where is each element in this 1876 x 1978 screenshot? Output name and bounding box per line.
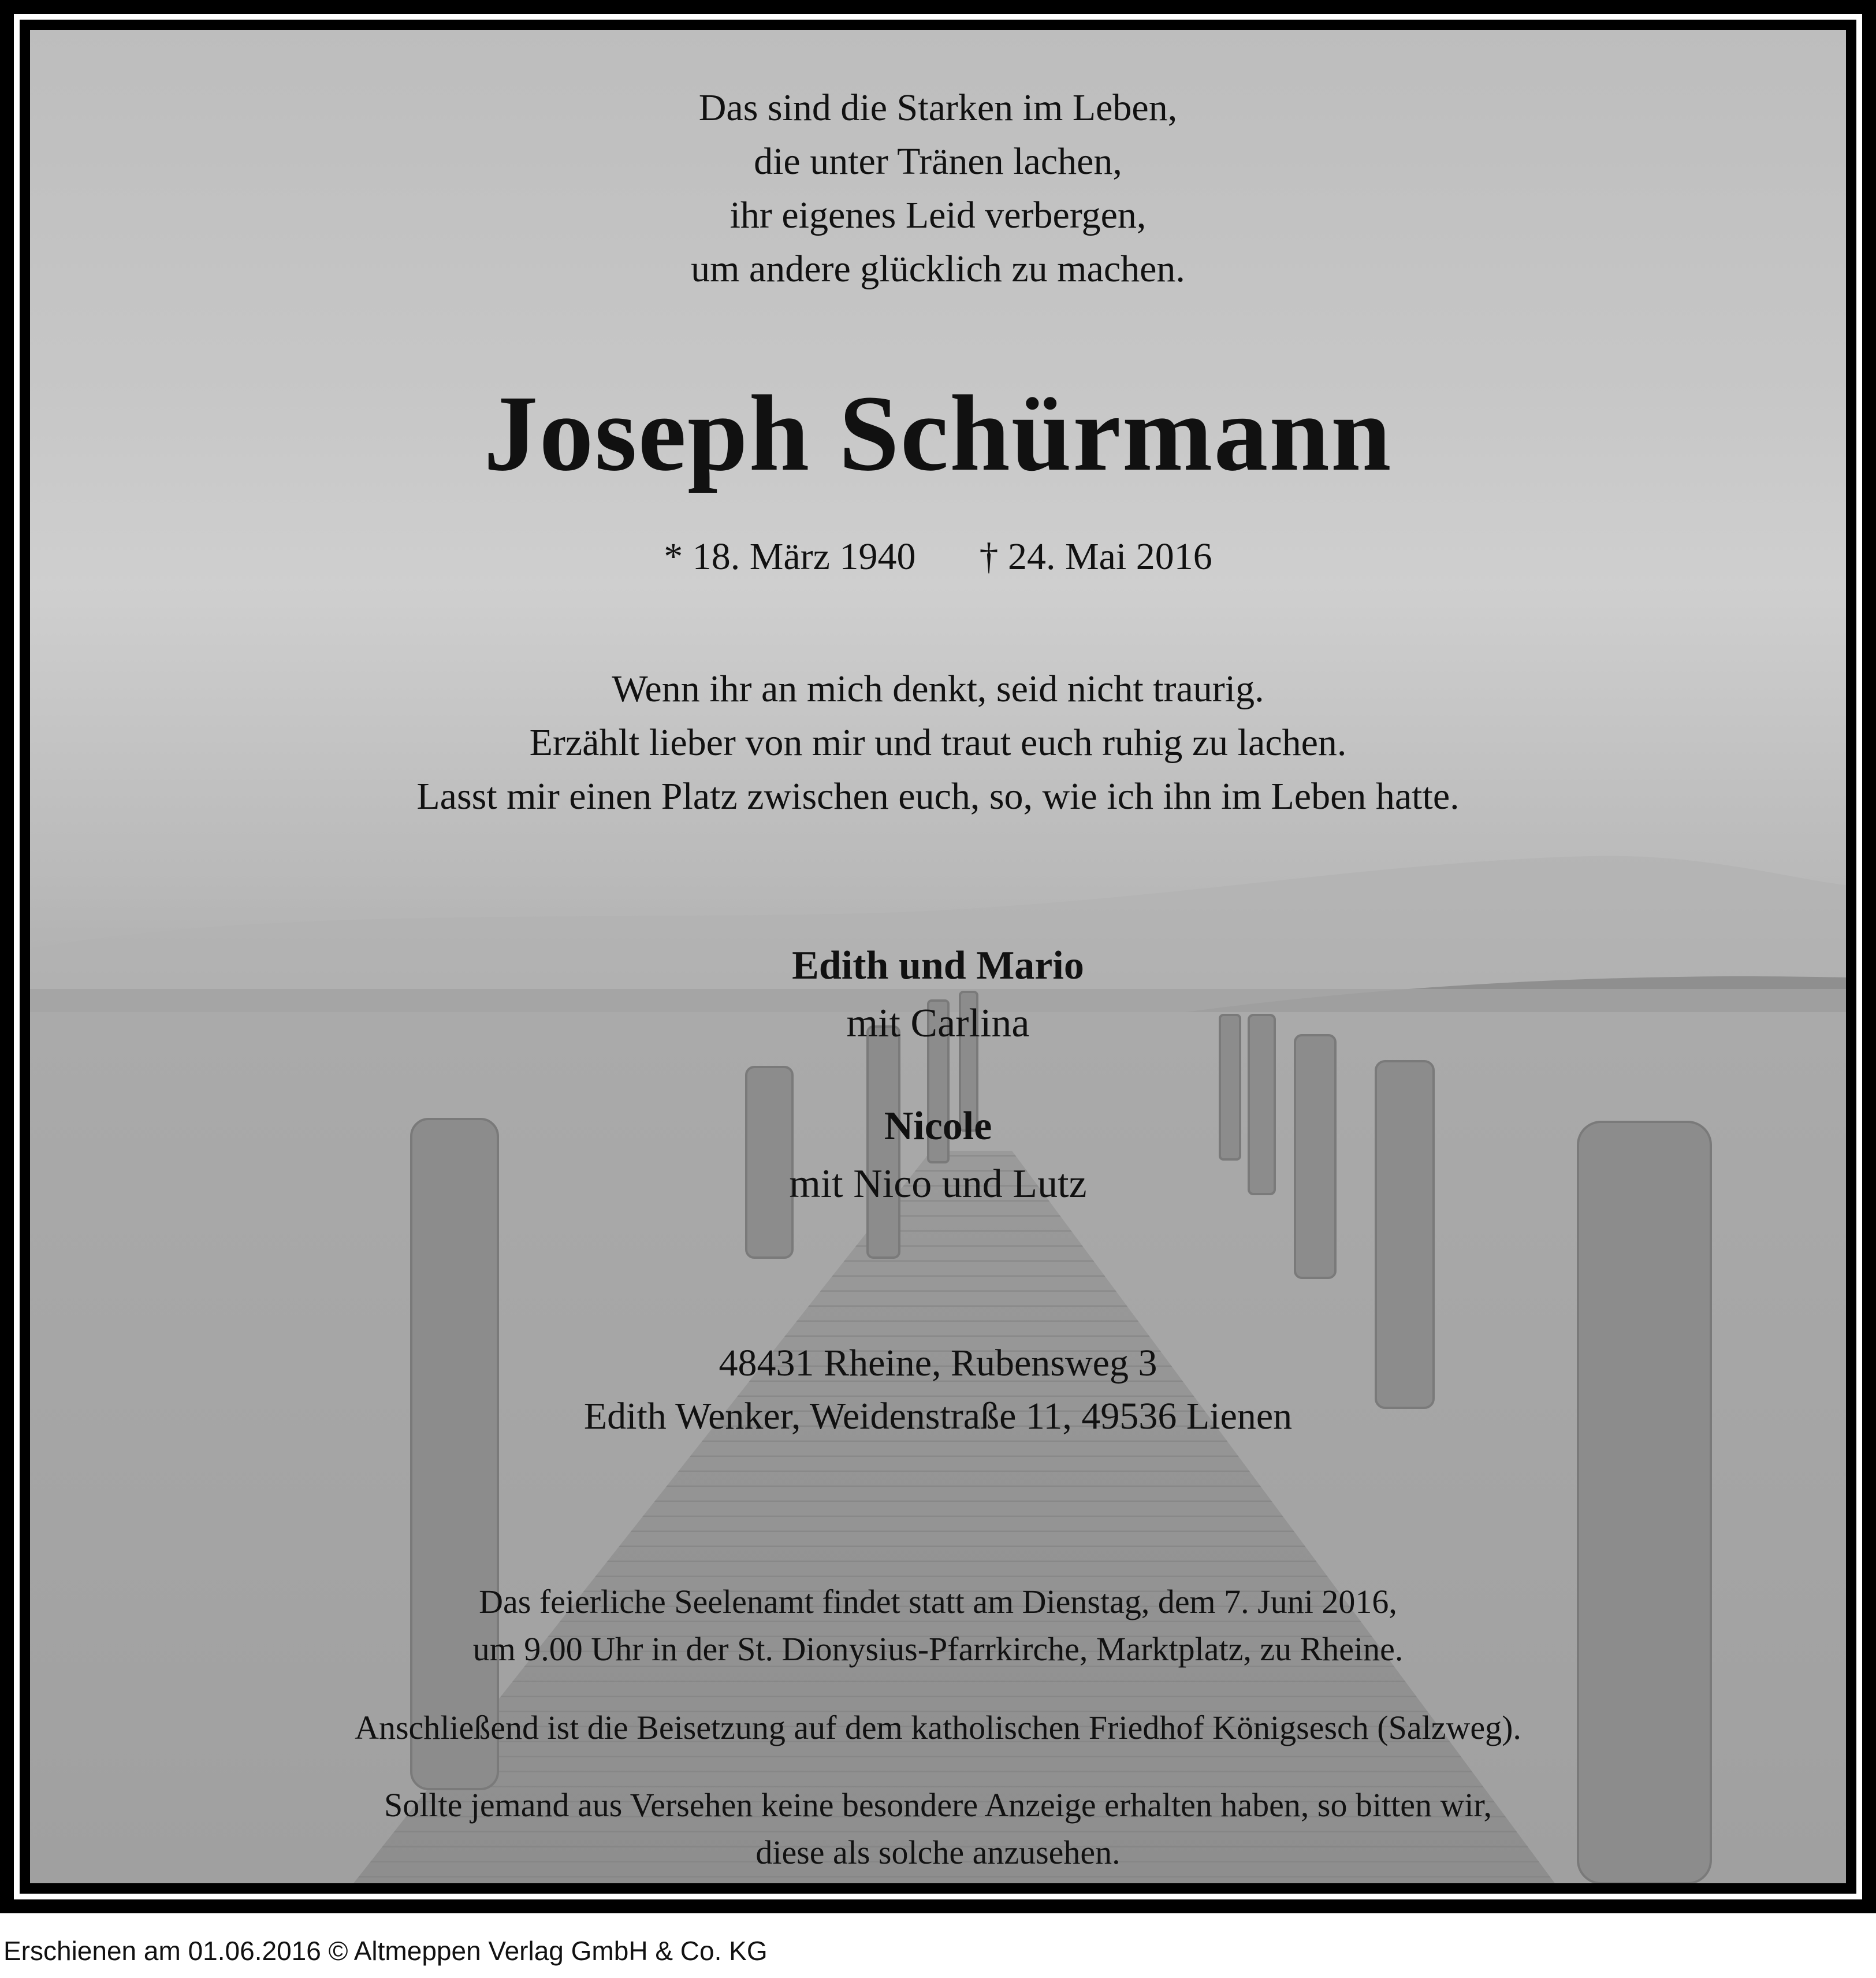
mourner-2 xyxy=(30,1098,1846,1213)
address-line: Edith Wenker, Weidenstraße 11, 49536 Lienen xyxy=(583,1395,1293,1437)
poem-line: Erzählt lieber von mir und traut euch ruhig zu lachen. xyxy=(529,722,1347,764)
birth-date: * 18. März 1940 xyxy=(664,536,916,578)
death-date: † 24. Mai 2016 xyxy=(979,536,1212,578)
poem-line: Wenn ihr an mich denkt, seid nicht traurig. xyxy=(612,668,1264,710)
mourner-name: Edith und Mario xyxy=(792,943,1084,988)
deceased-name: Joseph Schürmann xyxy=(483,373,1393,493)
mourner-with: mit Nico und Lutz xyxy=(789,1162,1087,1206)
notice-info xyxy=(30,1782,1846,1876)
service-info xyxy=(30,1578,1846,1673)
notice-line: diese als solche anzusehen. xyxy=(755,1834,1121,1871)
poem-top xyxy=(30,81,1846,296)
poem-line: um andere glücklich zu machen. xyxy=(691,248,1185,290)
mourner-with: mit Carlina xyxy=(846,1001,1030,1046)
notice-line: Sollte jemand aus Versehen keine besondere Anzeige erhalten haben, so bitten wir, xyxy=(384,1786,1492,1824)
poem-middle xyxy=(30,662,1846,823)
burial-info: Anschließend ist die Beisetzung auf dem katholischen Friedhof Königsesch (Salzweg). xyxy=(355,1709,1521,1746)
life-dates xyxy=(30,534,1846,580)
poem-line: Lasst mir einen Platz zwischen euch, so, wie ich ihn im Leben hatte. xyxy=(416,775,1460,817)
mourner-name: Nicole xyxy=(884,1104,992,1148)
service-line: um 9.00 Uhr in der St. Dionysius-Pfarrkirche, Marktplatz, zu Rheine. xyxy=(472,1630,1404,1668)
poem-line: ihr eigenes Leid verbergen, xyxy=(729,194,1147,236)
poem-line: die unter Tränen lachen, xyxy=(754,140,1122,183)
mourner-1 xyxy=(30,937,1846,1053)
publication-footer: Erschienen am 01.06.2016 © Altmeppen Verlag GmbH & Co. KG xyxy=(3,1936,768,1966)
service-line: Das feierliche Seelenamt findet statt am Dienstag, dem 7. Juni 2016, xyxy=(479,1583,1397,1620)
addresses xyxy=(30,1337,1846,1443)
address-line: 48431 Rheine, Rubensweg 3 xyxy=(719,1342,1157,1384)
obituary-panel xyxy=(30,30,1846,1883)
poem-line: Das sind die Starken im Leben, xyxy=(698,87,1178,129)
